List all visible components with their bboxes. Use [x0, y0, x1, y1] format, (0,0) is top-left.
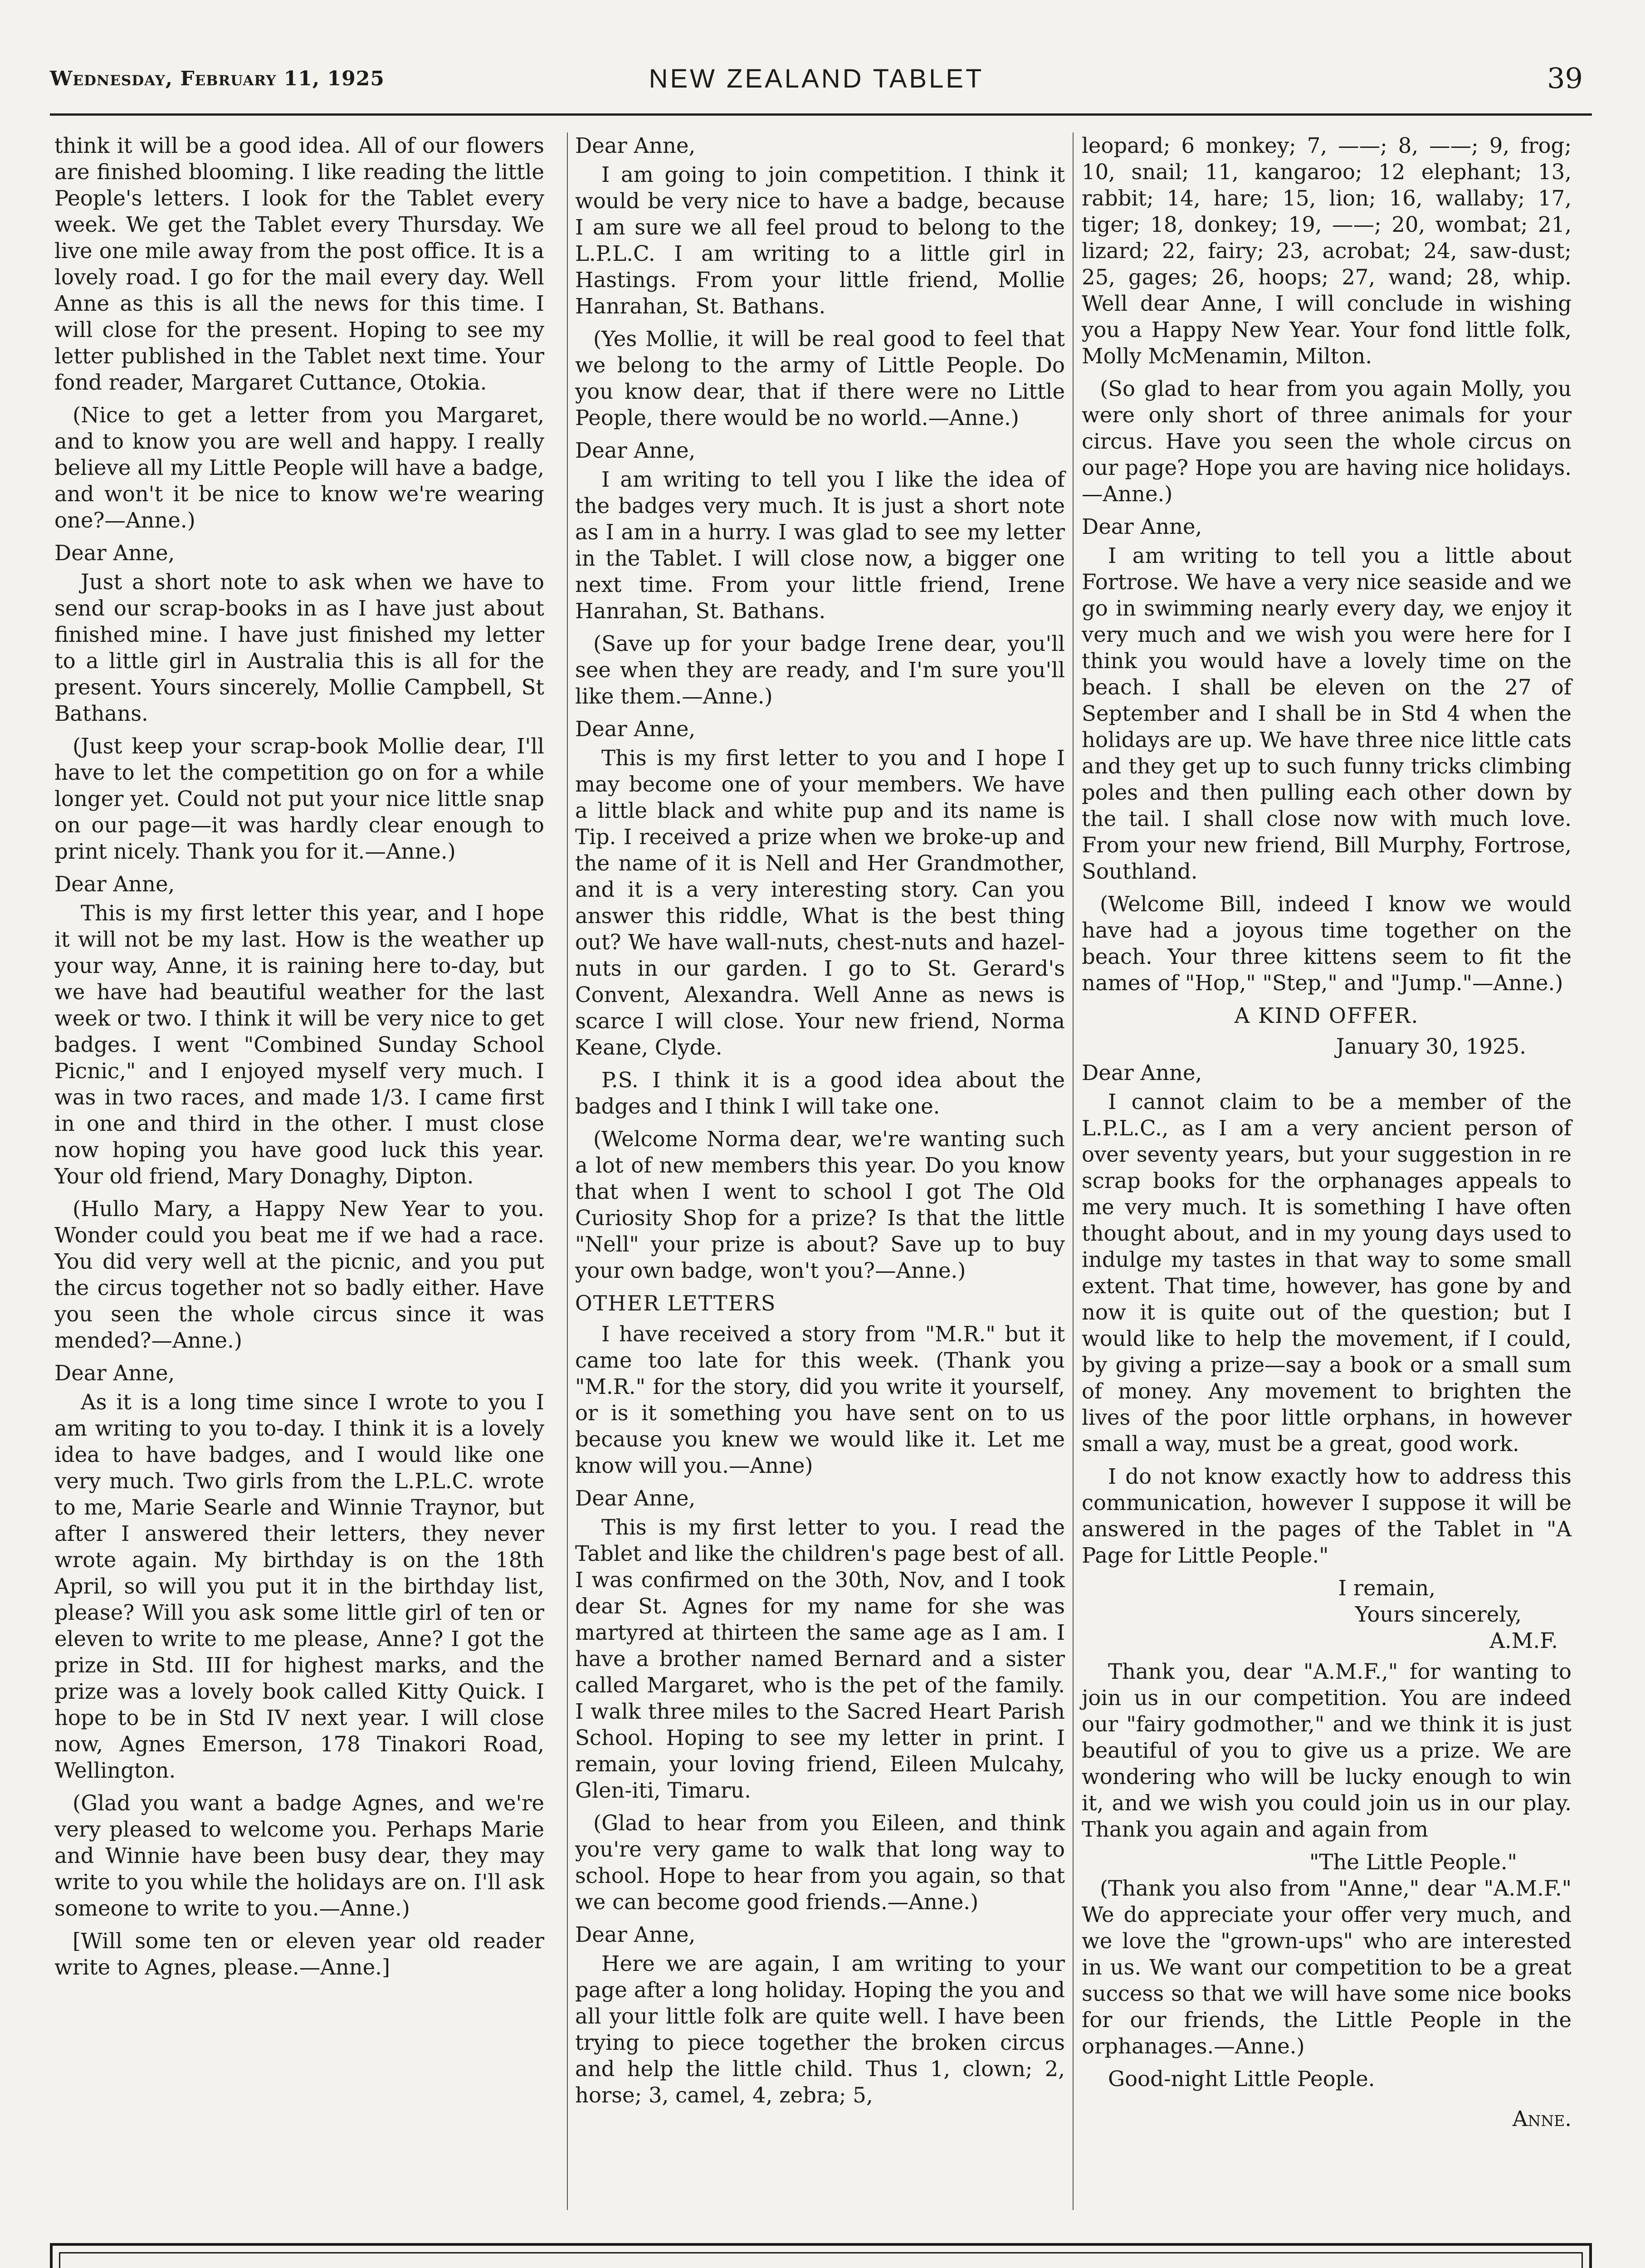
editor-signature: Anne. [1512, 2107, 1572, 2131]
letter-text: I cannot claim to be a member of the L.P.L.C., as I am a very ancient person of over seventy years, but your suggestion in re scrap books for the orphanages appeals to me very much. It is something I have often thought about, and in my young days used to indulge my tastes in that way to some small extent. That time, however, has gone by and now it is quite out of the question; but I would like to help the movement, if I could, by giving a prize—say a book or a small sum of money. Any movement to brighten the lives of the poor little orphans, in however small a way, must be a great, good work. [1082, 1090, 1572, 1456]
letter-postscript: P.S. I think it is a good idea about the badges and I think I will take one. [575, 1068, 1065, 1119]
closing-line: Good-night Little People. [1108, 2067, 1375, 2091]
letter-closing: I remain, [1338, 1576, 1435, 1600]
salutation: Dear Anne, [1082, 514, 1202, 539]
letter-text: This is my first letter this year, and I hope it will not be my last. How is the weather up your way, Anne, it is raining here to-day, but we have had beautiful weather for the last week or two. I think it will be very nice to get badges. I went "Combined Sunday School Picnic," and I enjoyed myself very much. I was in two races, and made 1/3. I came first in one and third in the other. I must close now hoping you have good luck this year. Your old friend, Mary Donaghy, Dipton. [54, 901, 544, 1188]
salutation: Dear Anne, [575, 1922, 696, 1947]
issue-date: Wednesday, February 11, 1925 [50, 67, 385, 90]
editor-note: [Will some ten or eleven year old reader write to Agnes, please.—Anne.] [54, 1929, 544, 1980]
editor-reply: (Glad to hear from you Eileen, and think you're very game to walk that long way to school. Hope to hear from you again, so that we can become good friends.—Anne.) [575, 1811, 1065, 1914]
editor-reply: (Save up for your badge Irene dear, you'll see when they are ready, and I'm sure you'll like them.—Anne.) [575, 631, 1065, 709]
editor-reply: (Welcome Bill, indeed I know we would have had a joyous time together on the beach. Your three kittens seem to fit the names of "Hop," "Step," and "Jump."—Anne.) [1082, 892, 1572, 995]
salutation: Dear Anne, [575, 717, 696, 741]
letter-date: January 30, 1925. [1336, 1034, 1526, 1059]
editor-reply: (Glad you want a badge Agnes, and we're very pleased to welcome you. Perhaps Marie and Winnie have been busy dear, they may write to you while the holidays are on. I'll ask someone to write to you.—Anne.) [54, 1791, 544, 1921]
letter-text: I am writing to tell you a little about Fortrose. We have a very nice seaside and we go in swimming nearly every day, we enjoy it very much and we wish you were here for I think you would have a lovely time on the beach. I shall be eleven on the 27 of September and I shall be in Std 4 when the holidays are up. We have three nice little cats and they get up to such funny tricks climbing poles and then pulling each other down by the tail. I shall close now with much love. From your new friend, Bill Murphy, Fortrose, Southland. [1082, 543, 1572, 884]
salutation: Dear Anne, [54, 1361, 175, 1385]
salutation: Dear Anne, [1082, 1061, 1202, 1085]
advertisement [50, 2243, 1592, 2268]
page-number: 39 [1547, 62, 1583, 95]
column-3 [1082, 132, 1572, 2138]
letter-closing: Yours sincerely, [1355, 1602, 1522, 1627]
editor-reply: (So glad to hear from you again Molly, you were only short of three animals for your circus. Have you seen the whole circus on our page? Hope you are having nice holidays.—Anne.) [1082, 376, 1572, 506]
editor-reply: (Nice to get a letter from you Margaret, and to know you are well and happy. I really believe all my Little People will have a badge, and won't it be nice to know we're wearing one?—Anne.) [54, 403, 544, 533]
section-heading: A KIND OFFER. [1234, 1003, 1419, 1028]
salutation: Dear Anne, [575, 133, 696, 158]
column-1 [54, 132, 544, 1987]
publication-title: NEW ZEALAND TABLET [649, 64, 984, 93]
editor-reply: (Just keep your scrap-book Mollie dear, I'll have to let the competition go on for a while longer yet. Could not put your nice little snap on our page—it was hardly clear enough to print nicely. Thank you for it.—Anne.) [54, 734, 544, 864]
letter-text: Here we are again, I am writing to your page after a long holiday. Hoping the you and all your little folk are quite well. I have been trying to piece together the broken circus and help the little child. Thus 1, clown; 2, horse; 3, camel, 4, zebra; 5, [575, 1951, 1065, 2107]
salutation: Dear Anne, [575, 438, 696, 463]
header-rule [50, 113, 1592, 116]
section-heading: OTHER LETTERS [575, 1291, 776, 1315]
letter-text: think it will be a good idea. All of our flowers are finished blooming. I like reading the little People's letters. I look for the Tablet every week. We get the Tablet every Thursday. We live one mile away from the post office. It is a lovely road. I go for the mail every day. Well Anne as this is all the news for this time. I will close for the present. Hoping to see my letter published in the Tablet next time. Your fond reader, Margaret Cuttance, Otokia. [54, 133, 544, 395]
salutation: Dear Anne, [54, 541, 175, 565]
letter-text: As it is a long time since I wrote to you I am writing to you to-day. I think it is a lovely idea to have badges, and I would like one very much. Two girls from the L.P.L.C. wrote to me, Marie Searle and Winnie Traynor, but after I answered their letters, they never wrote again. My birthday is on the 18th April, so will you put it in the birthday list, please? Will you ask some little girl of ten or eleven to write to me please, Anne? I got the prize in Std. III for highest marks, and the prize was a lovely book called Kitty Quick. I hope to be in Std IV next year. I will close now, Agnes Emerson, 178 Tinakori Road, Wellington. [54, 1390, 544, 1783]
letter-text: Just a short note to ask when we have to send our scrap-books in as I have just about finished mine. I have just finished my letter to a little girl in Australia this is all for the present. Yours sincerely, Mollie Campbell, St Bathans. [54, 570, 544, 726]
letter-text: This is my first letter to you. I read the Tablet and like the children's page best of all. I was confirmed on the 30th, Nov, and I took dear St. Agnes for my name for she was martyred at thirteen the same age as I am. I have a brother named Bernard and a sister called Margaret, who is the pet of the family. I walk three miles to the Sacred Heart Parish School. Hoping to see my letter in print. I remain, your loving friend, Eileen Mulcahy, Glen-iti, Timaru. [575, 1515, 1065, 1803]
letter-text: I am going to join competition. I think it would be very nice to have a badge, because I am sure we all feel proud to belong to the L.P.L.C. I am writing to a little girl in Hastings. From your little friend, Mollie Hanrahan, St. Bathans. [575, 162, 1065, 318]
editor-reply: (Yes Mollie, it will be real good to feel that we belong to the army of Little People. Do you know dear, that if there were no Little People, there would be no world.—Anne.) [575, 327, 1065, 430]
salutation: Dear Anne, [575, 1486, 696, 1510]
column-divider [1073, 132, 1074, 2210]
letter-text: I do not know exactly how to address this communication, however I suppose it will be answered in the pages of the Tablet in "A Page for Little People." [1082, 1464, 1572, 1568]
advertisement-inner-border [59, 2252, 1583, 2268]
reply-signature: "The Little People." [1309, 1850, 1517, 1874]
letter-signature: A.M.F. [1489, 1628, 1558, 1653]
column-divider [567, 132, 568, 2210]
editor-reply: (Welcome Norma dear, we're wanting such a lot of new members this year. Do you know that when I went to school I got The Old Curiosity Shop for a prize? Is that the little "Nell" your prize is about? Save up to buy your own badge, won't you?—Anne.) [575, 1127, 1065, 1283]
editor-reply: (Thank you also from "Anne," dear "A.M.F." We do appreciate your offer very much, and we love the "grown-ups" who are interested in us. We want our competition to be a great success so that we will have some nice books for our friends, the Little People in the orphanages.—Anne.) [1082, 1876, 1572, 2058]
editor-reply: (Hullo Mary, a Happy New Year to you. Wonder could you beat me if we had a race. You did very well at the picnic, and you put the circus together not so badly either. Have you seen the whole circus since it was mended?—Anne.) [54, 1197, 544, 1353]
column-2 [575, 132, 1065, 2115]
reply-text: Thank you, dear "A.M.F.," for wanting to join us in our competition. You are indeed our "fairy godmother," and we think it is just beautiful of you to give us a prize. We are wondering who will be lucky enough to win it, and we wish you could join us in our play. Thank you again and again from [1082, 1659, 1572, 1842]
letter-text: I am writing to tell you I like the idea of the badges very much. It is just a short note as I am in a hurry. I was glad to see my letter in the Tablet. I will close now, a bigger one next time. From your little friend, Irene Hanrahan, St. Bathans. [575, 467, 1065, 623]
letter-text: This is my first letter to you and I hope I may become one of your members. We have a little black and white pup and its name is Tip. I received a prize when we broke-up and the name of it is Nell and Her Grandmother, and it is a very interesting story. Can you answer this riddle, What is the best thing out? We have wall-nuts, chest-nuts and hazel-nuts in our garden. I go to St. Gerard's Convent, Alexandra. Well Anne as news is scarce I will close. Your new friend, Norma Keane, Clyde. [575, 746, 1065, 1060]
salutation: Dear Anne, [54, 872, 175, 896]
letter-text: I have received a story from "M.R." but it came too late for this week. (Thank you "M.R." for the story, did you write it yourself, or is it something you have sent on to us because you knew we would like it. Let me know will you.—Anne) [575, 1322, 1065, 1478]
page-header [50, 59, 1583, 109]
letter-text: leopard; 6 monkey; 7, ——; 8, ——; 9, frog; 10, snail; 11, kangaroo; 12 elephant; 13, rabbit; 14, hare; 15, lion; 16, wallaby; 17, tiger; 18, donkey; 19, ——; 20, wombat; 21, lizard; 22, fairy; 23, acrobat; 24, saw-dust; 25, gages; 26, hoops; 27, wand; 28, whip. Well dear Anne, I will conclude in wishing you a Happy New Year. Your fond little folk, Molly McMenamin, Milton. [1082, 133, 1572, 368]
